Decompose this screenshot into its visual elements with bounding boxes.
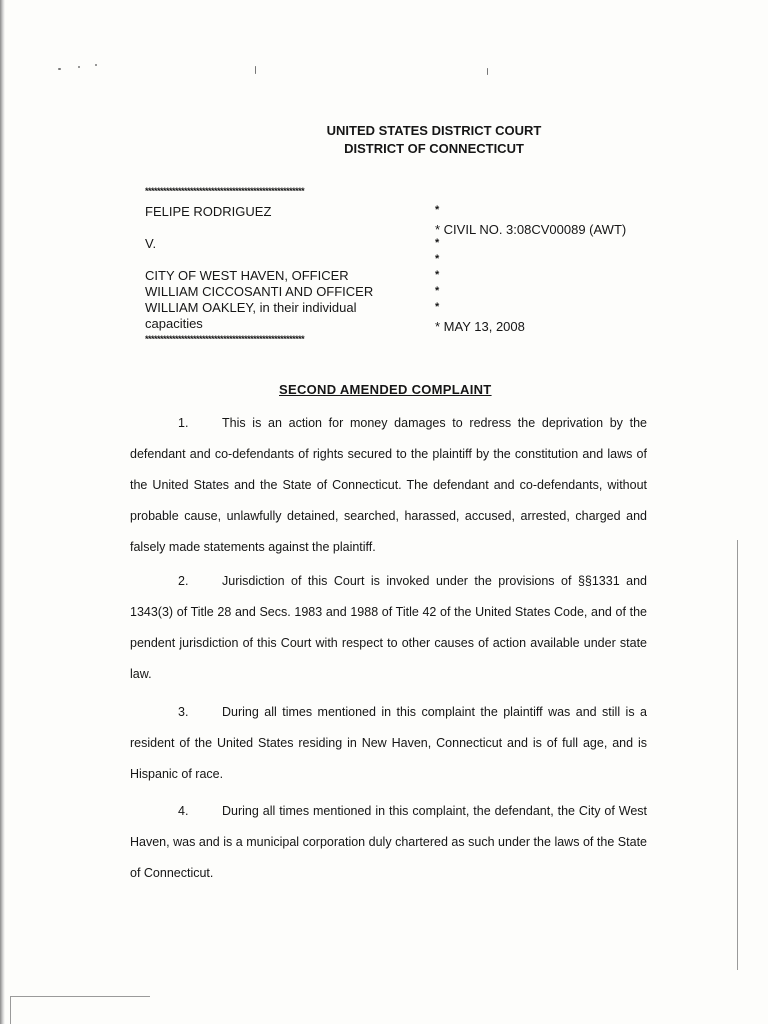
defendant-line-3: WILLIAM OAKLEY, in their individual [145,300,357,315]
scan-speck [255,66,256,74]
paragraph-text: Jurisdiction of this Court is invoked under the provisions of §§1331 and 1343(3) of Title 28 and Secs. 1983 and 1988 of Title 42 of the United States Code, and of the pendent jurisdiction of this Court with respect to other causes of action available under state law. [130,574,647,681]
versus-label: V. [145,236,157,251]
scan-speck [78,66,80,68]
court-title [314,122,554,158]
scan-bottom-corner [10,996,11,1024]
court-district: DISTRICT OF CONNECTICUT [344,141,524,156]
defendant-line-2: WILLIAM CICCOSANTI AND OFFICER [145,284,374,299]
paragraph-text: During all times mentioned in this complaint the plaintiff was and still is a resident of the United States residing in New Haven, Connecticut and is of full age, and is Hispanic of race. [130,705,647,781]
caption-star: * [435,253,440,265]
caption-star: * [435,237,440,249]
document-heading: SECOND AMENDED COMPLAINT [279,382,492,397]
caption-star: * [435,285,440,297]
defendant-line-1: CITY OF WEST HAVEN, OFFICER [145,268,349,283]
paragraph-number: 1. [178,416,189,430]
civil-number: * CIVIL NO. 3:08CV00089 (AWT) [435,222,627,237]
scan-left-edge [0,0,5,1024]
defendant-line-4: capacities [145,316,203,331]
scan-speck [95,64,97,66]
caption-star: * [435,204,440,216]
paragraph-number: 3. [178,705,189,719]
plaintiff-name: FELIPE RODRIGUEZ [145,204,272,219]
paragraph-4 [130,796,647,889]
court-name: UNITED STATES DISTRICT COURT [326,123,542,138]
paragraph-text: During all times mentioned in this complaint, the defendant, the City of West Haven, was and is a municipal corporation duly chartered as such under the laws of the State of Connecticut. [130,804,647,880]
scan-speck [487,68,488,75]
caption-bottom-border: ***************************************************** [145,334,305,344]
scan-speck [58,68,61,70]
caption-star: * [435,269,440,281]
paragraph-text: This is an action for money damages to redress the deprivation by the defendant and co-defendants of rights secured to the plaintiff by the constitution and laws of the United States and the State of Connecticut. The defendant and co-defendants, without probable cause, unlawfully detained, searched, harassed, accused, arrested, charged and falsely made statements against the plaintiff. [130,416,647,554]
paragraph-2 [130,566,647,690]
paragraph-number: 4. [178,804,189,818]
paragraph-number: 2. [178,574,189,588]
scan-bottom-line [10,996,150,997]
caption-star: * [435,301,440,313]
scan-right-line [737,540,738,970]
paragraph-1 [130,408,647,563]
filing-date: * MAY 13, 2008 [435,319,525,334]
caption-top-border: ***************************************************** [145,186,305,196]
paragraph-3 [130,697,647,790]
